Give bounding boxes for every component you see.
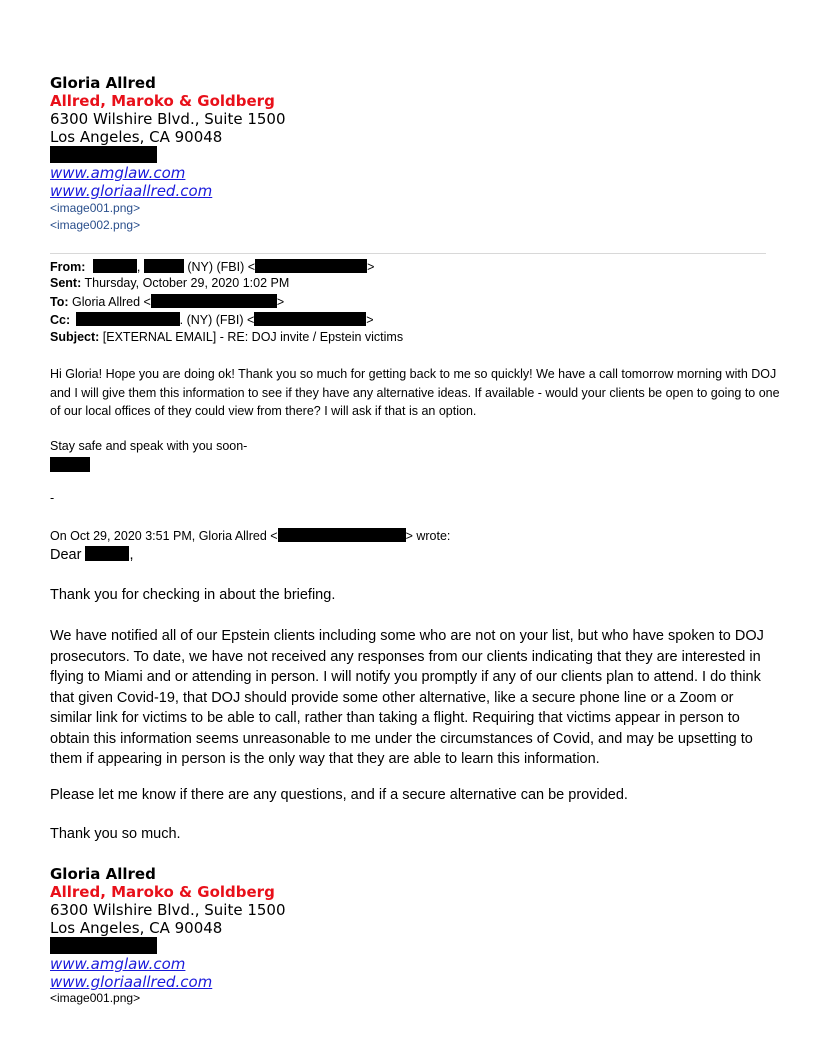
redaction-block — [50, 457, 90, 472]
greeting-prefix: Dear — [50, 547, 86, 563]
subject-line — [50, 330, 403, 344]
from-line — [50, 259, 374, 274]
redaction-block — [93, 259, 137, 273]
to-value: Gloria Allred < — [68, 295, 151, 309]
quoted-greeting — [50, 546, 134, 563]
quoted-paragraph-3: Please let me know if there are any questions, and if a secure alternative can be provided. — [50, 787, 628, 803]
from-close: > — [367, 260, 375, 274]
signature-address-line1: 6300 Wilshire Blvd., Suite 1500 — [50, 901, 286, 919]
image-attachment-ref: <image001.png> — [50, 991, 141, 1005]
image-attachment-ref: <image002.png> — [50, 218, 141, 232]
divider-rule — [50, 253, 766, 254]
to-close: > — [276, 295, 285, 309]
sent-label: Sent: — [50, 276, 82, 290]
subject-value: [EXTERNAL EMAIL] - RE: DOJ invite / Epstein victims — [99, 330, 404, 344]
signature-address-line2: Los Angeles, CA 90048 — [50, 919, 223, 937]
cc-line — [50, 312, 374, 327]
sent-line — [50, 276, 289, 290]
redaction-block — [76, 312, 180, 326]
signature-firm: Allred, Maroko & Goldberg — [50, 883, 275, 901]
image-attachment-ref: <image001.png> — [50, 201, 141, 215]
quoted-intro — [50, 527, 450, 545]
redaction-block — [50, 937, 157, 954]
to-label: To: — [50, 295, 69, 309]
amglaw-link[interactable]: www.amglaw.com — [50, 164, 186, 182]
amglaw-link[interactable]: www.amglaw.com — [50, 955, 186, 973]
gloriaallred-link[interactable]: www.gloriaallred.com — [50, 182, 213, 200]
cc-label: Cc: — [50, 313, 71, 327]
redaction-block — [85, 546, 129, 561]
from-label: From: — [50, 260, 86, 274]
signature-name: Gloria Allred — [50, 74, 156, 92]
gloriaallred-link[interactable]: www.gloriaallred.com — [50, 973, 213, 991]
cc-suffix: . (NY) (FBI) < — [179, 313, 255, 327]
redaction-block — [254, 312, 366, 326]
from-suffix: (NY) (FBI) < — [183, 260, 256, 274]
from-comma: , — [136, 260, 141, 274]
quoted-paragraph-2: We have notified all of our Epstein clients including some who are not on your list, but who have spoken to DOJ prosecutors. To date, we have not received any responses from our clients indicating that they are interested in flying to Miami and or attending in person. I will notify you promptly if any of our clients plan to attend. I do think that given Covid-19, that DOJ should provide some other alternative, like a secure phone line or a Zoom or similar link for victims to be able to call, rather than taking a flight. Requiring that victims appear in person to obtain this information seems unreasonable to me under the circumstances of Covid, and may be upsetting to them if appearing in person is the only way that they are able to learn this information. — [50, 628, 764, 767]
quoted-intro-prefix: On Oct 29, 2020 3:51 PM, Gloria Allred < — [50, 529, 278, 543]
sent-value: Thursday, October 29, 2020 1:02 PM — [81, 276, 290, 290]
greeting-suffix: , — [129, 547, 134, 563]
quoted-paragraph-1: Thank you for checking in about the briefing. — [50, 587, 336, 603]
signature-name: Gloria Allred — [50, 865, 156, 883]
redaction-block — [50, 146, 157, 163]
to-line — [50, 294, 284, 309]
quoted-paragraph-4: Thank you so much. — [50, 826, 181, 842]
signature-firm: Allred, Maroko & Goldberg — [50, 92, 275, 110]
signature-address-line1: 6300 Wilshire Blvd., Suite 1500 — [50, 110, 286, 128]
reply-closing: Stay safe and speak with you soon- — [50, 439, 248, 453]
redaction-block — [144, 259, 184, 273]
reply-body: Hi Gloria! Hope you are doing ok! Thank you so much for getting back to me so quickly! We have a call tomorrow morning with DOJ and I will give them this information to see if they have any alternative ideas. If available - would your clients be open to going to one of our local offices of they could view from there? I will ask if that is an option. — [50, 367, 780, 418]
signature-address-line2: Los Angeles, CA 90048 — [50, 128, 223, 146]
redaction-block — [278, 528, 406, 542]
subject-label: Subject: — [50, 330, 100, 344]
redaction-block — [151, 294, 277, 308]
cc-close: > — [366, 313, 374, 327]
reply-dash: - — [50, 491, 55, 505]
quoted-intro-suffix: > wrote: — [405, 529, 451, 543]
redaction-block — [255, 259, 367, 273]
